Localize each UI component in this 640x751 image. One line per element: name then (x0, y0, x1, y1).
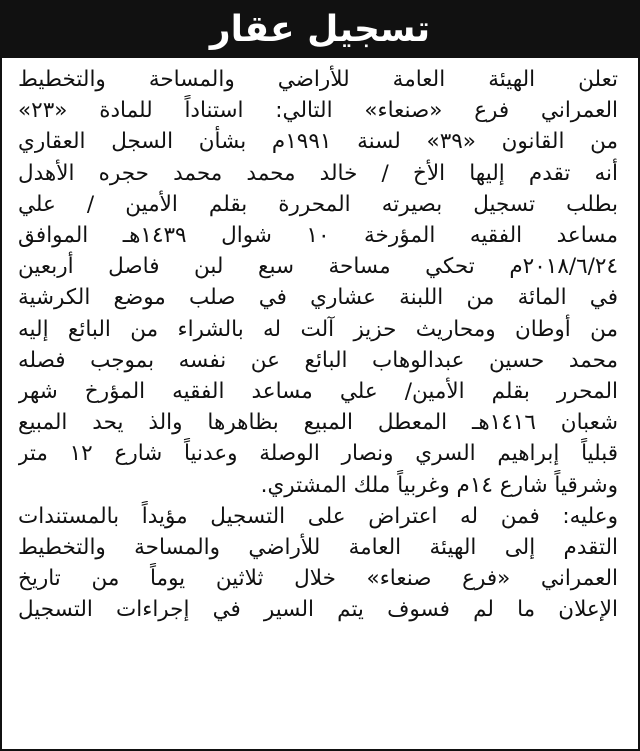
text-line: وشرقياً شارع ١٤م وغربياً ملك المشتري. (260, 472, 618, 498)
text-line: من أوطان ومحاريث حزيز آلت له بالشراء من البائع إليه (18, 316, 618, 342)
text-line: محمد حسين عبدالوهاب البائع عن نفسه بموجب فصله (18, 347, 618, 373)
paragraph-objection (18, 501, 618, 626)
text-line: المحرر بقلم الأمين/ علي مساعد الفقيه المؤرخ شهر (18, 379, 618, 405)
text-line: تعلن الهيئة العامة للأراضي والمساحة والتخطيط (18, 67, 618, 92)
text-line: شعبان ١٤١٦هـ المعطل المبيع بظاهرها والذ يحد المبيع (18, 410, 618, 436)
text-line: وعليه: فمن له اعتراض على التسجيل مؤيداً بالمستندات (18, 503, 618, 529)
title-bar (2, 2, 638, 58)
notice-body (2, 58, 638, 626)
paragraph-main (18, 64, 618, 501)
notice-title: تسجيل عقار (209, 9, 431, 50)
text-line: ٢٠١٨/٦/٢٤م تحكي مساحة سبع لبن فاصل أربعين (18, 254, 618, 280)
text-line: العمراني «فرع صنعاء» خلال ثلاثين يوماً من تاريخ (18, 566, 618, 592)
text-line: في المائة من اللبنة عشاري في صلب موضع الكرشية (18, 285, 618, 311)
text-line: مساعد الفقيه المؤرخة ١٠ شوال ١٤٣٩هـ الموافق (18, 223, 618, 249)
text-line: الإعلان ما لم فسوف يتم السير في إجراءات التسجيل (18, 597, 618, 623)
text-line: أنه تقدم إليها الأخ / خالد محمد محمد حجره الأهدل (18, 160, 618, 186)
text-line: بطلب تسجيل بصيرته المحررة بقلم الأمين / علي (18, 191, 618, 217)
text-line: من القانون «٣٩» لسنة ١٩٩١م بشأن السجل العقاري (18, 129, 618, 155)
text-line: التقدم إلى الهيئة العامة للأراضي والمساحة والتخطيط (18, 535, 618, 561)
text-line: قبلياً إبراهيم السري ونصار الوصلة وعدنياً شارع ١٢ متر (18, 441, 618, 467)
text-line: العمراني فرع «صنعاء» التالي: استناداً للمادة «٢٣» (18, 98, 618, 124)
